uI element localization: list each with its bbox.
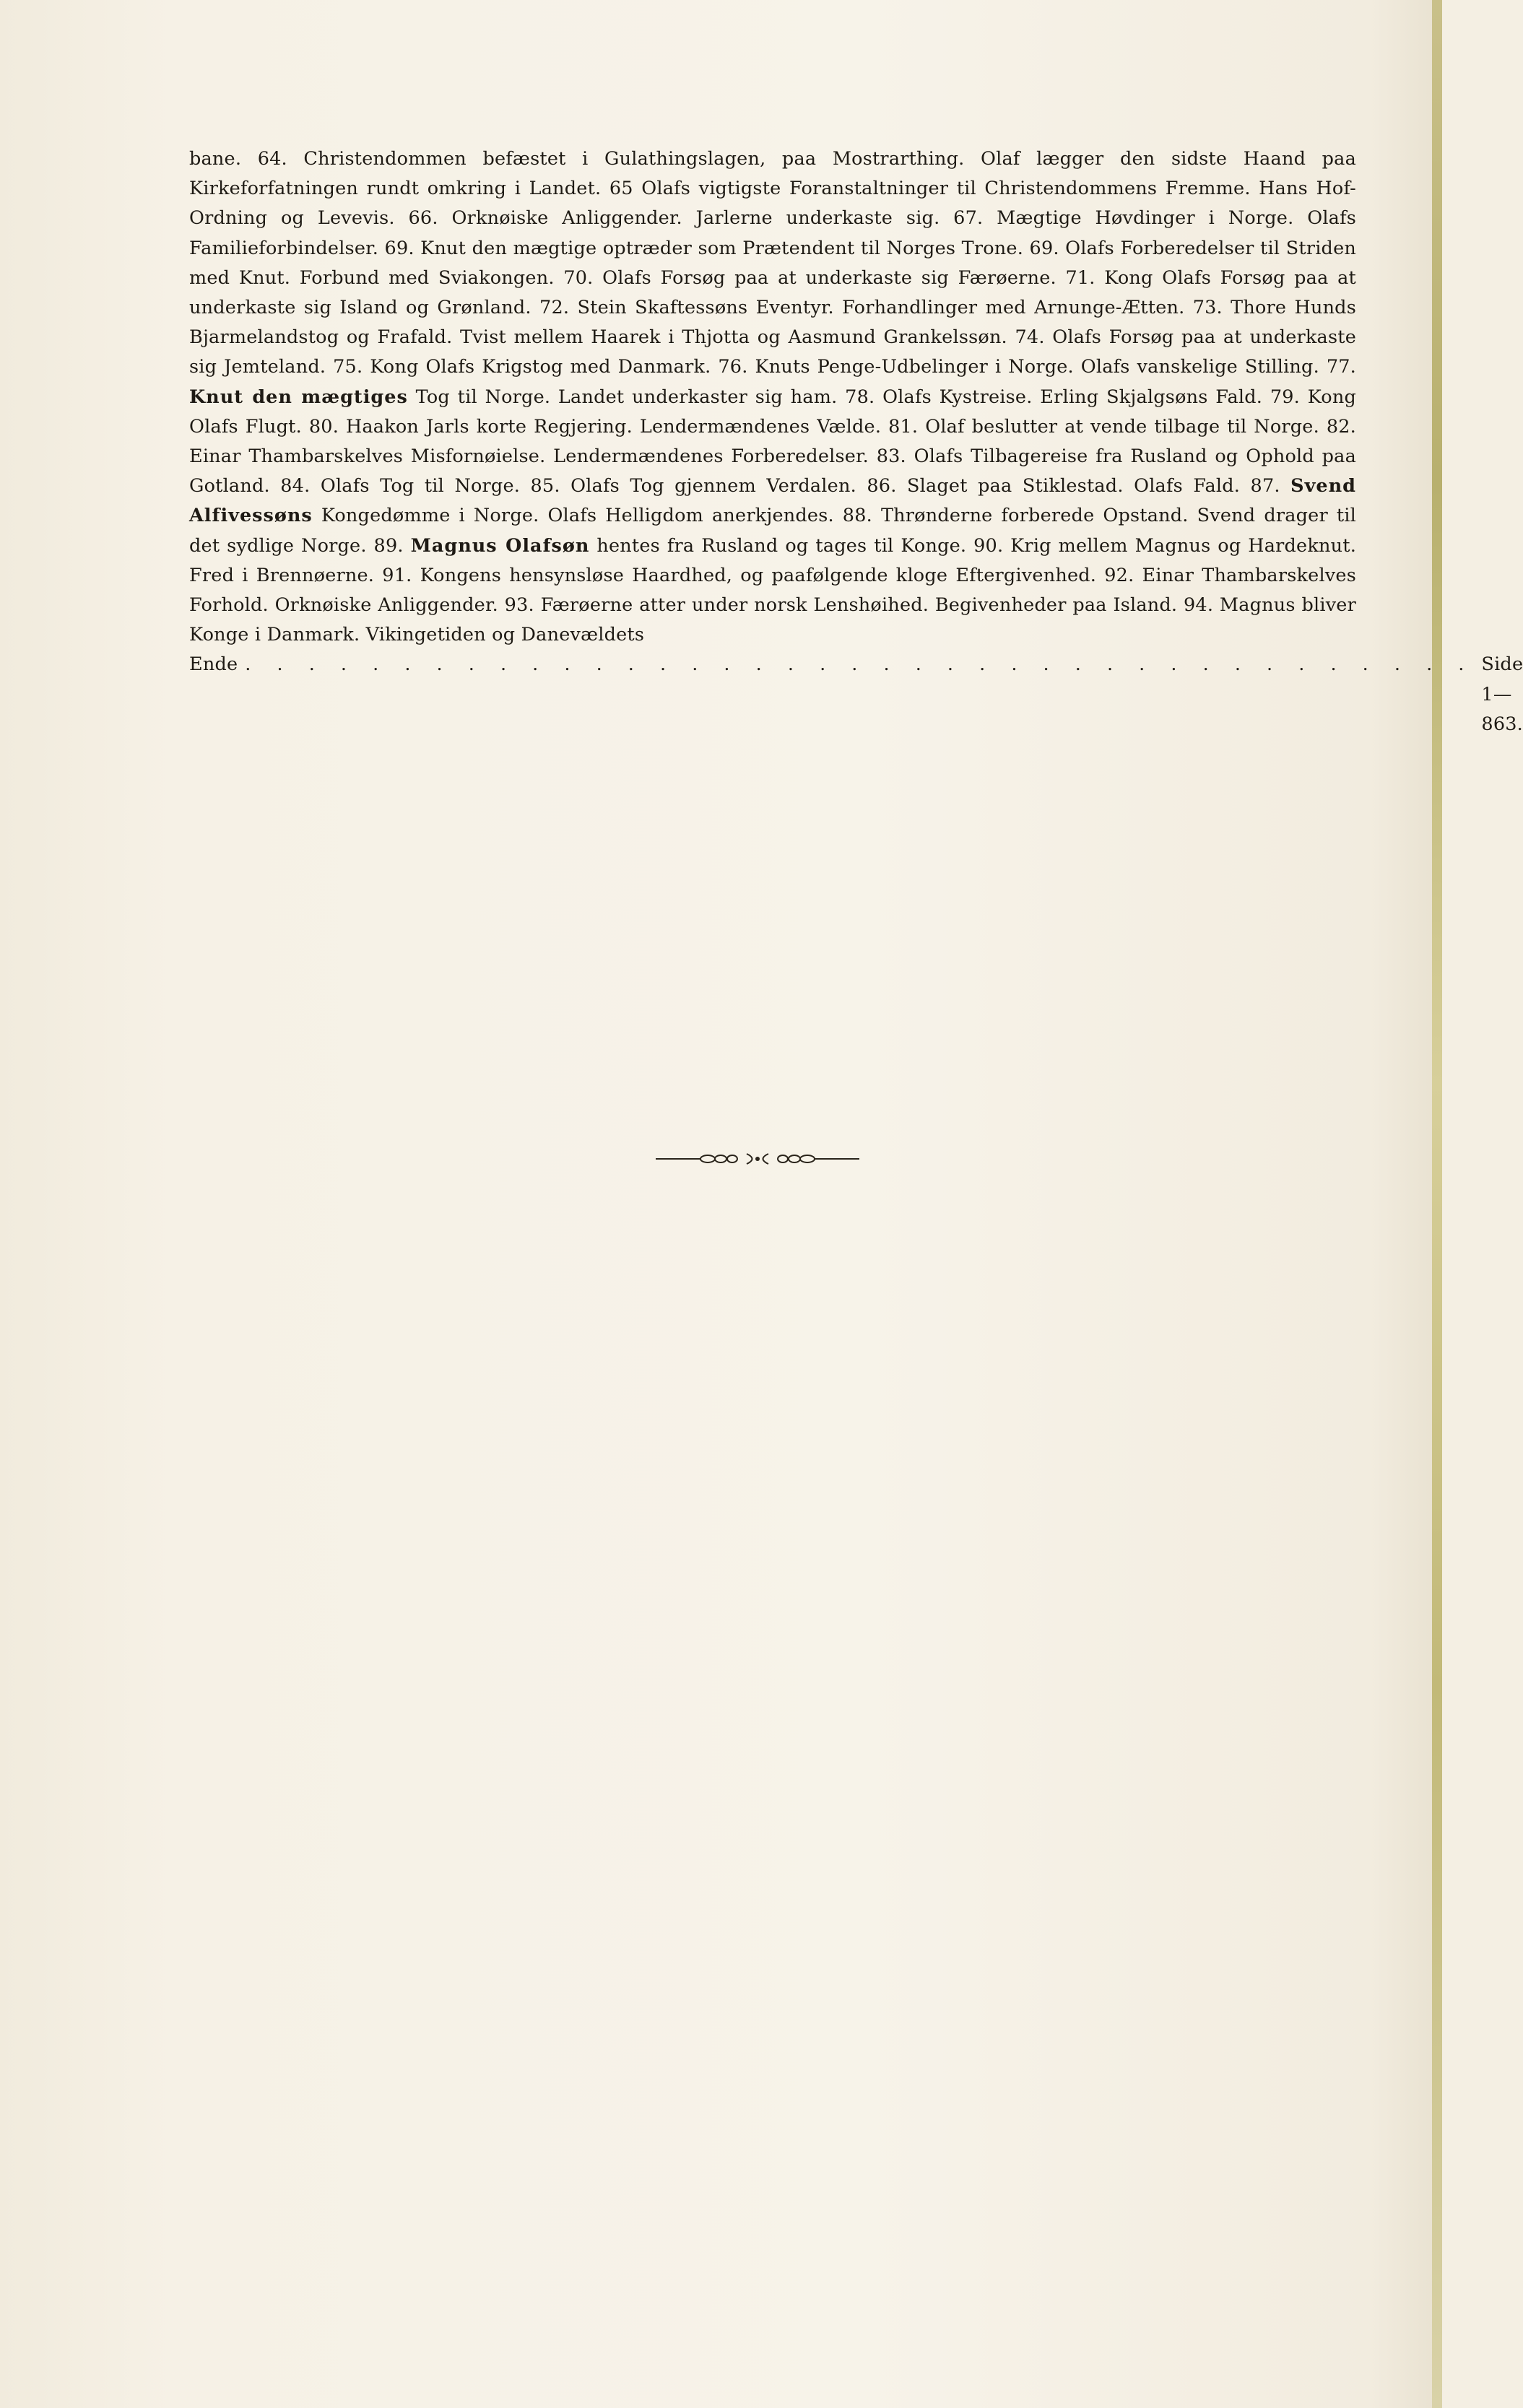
contents-text-part-2: Tog til Norge. Landet underkaster sig ham. 78. Olafs Kystreise. Erling Skjalgsøns Fald. 79. Kong Olafs Flugt. 80. Haakon Jarls korte Regjering. Lendermændenes Vælde. 81. Olaf beslutter at vende tilbage til Norge. 82. Einar Thambarskelves Misfornøielse. Lendermændenes Forberedelser. 83. Olafs Tilbagereise fra Rusland og Ophold paa Gotland. 84. Olafs Tog til Norge. 85. Olafs Tog gjennem Verdalen. 86. Slaget paa Stiklestad. Olafs Fald. 87.	[189, 386, 1356, 497]
contents-text-part-3: Kongedømme i Norge. Olafs Helligdom anerkjendes. 88. Thrønderne forberede Opstand. Svend drager til det sydlige Norge. 89.	[189, 505, 1357, 557]
page-reference: Side 1—863.	[1481, 653, 1523, 735]
contents-text-part-1: bane. 64. Christendommen befæstet i Gulathingslagen, paa Mostrarthing. Olaf lægger den sidste Haand paa Kirkeforfatningen rundt omkring i Landet. 65 Olafs vigtigste Foranstaltninger til Christendommens Fremme. Hans Hof-Ordning og Levevis. 66. Orknøiske Anliggender. Jarlerne underkaste sig. 67. Mægtige Høvdinger i Norge. Olafs Familieforbindelser. 69. Knut den mægtige optræder som Prætendent til Norges Trone. 69. Olafs Forberedelser til Striden med Knut. Forbund med Sviakongen. 70. Olafs Forsøg paa at underkaste sig Færøerne. 71. Kong Olafs Forsøg paa at underkaste sig Island og Grønland. 72. Stein Skaftessøns Eventyr. Forhandlinger med Arnunge-Ætten. 73. Thore Hunds Bjarmelandstog og Frafald. Tvist mellem Haarek i Thjotta og Aasmund Grankelssøn. 74. Olafs Forsøg paa at underkaste sig Jemteland. 75. Kong Olafs Krigstog med Danmark. 76. Knuts Penge-Udbelinger i Norge. Olafs vanskelige Stilling. 77.	[189, 148, 1356, 378]
bold-heading-svend: Svend Alfivessøns	[189, 475, 1356, 527]
bold-heading-knut: Knut den mægtiges	[189, 386, 408, 408]
table-of-contents-paragraph	[189, 144, 1523, 739]
dot-leader: . . . . . . . . . . . . . . . . . . . . . . . . . . . . . . . . . . . . . . .	[245, 653, 1475, 676]
ornament-divider-icon	[656, 1151, 859, 1167]
page-edge	[1432, 0, 1442, 2408]
last-line	[189, 650, 1523, 739]
bold-heading-magnus: Magnus Olafsøn	[410, 534, 590, 557]
last-word: Ende	[189, 653, 238, 676]
contents-text-part-4: hentes fra Rusland og tages til Konge. 90. Krig mellem Magnus og Hardeknut. Fred i Brennøerne. 91. Kongens hensynsløse Haardhed, og paafølgende kloge Eftergivenhed. 92. Einar Thambarskelves Forhold. Orknøiske Anliggender. 93. Færøerne atter under norsk Lenshøihed. Begivenheder paa Island. 94. Magnus bliver Konge i Danmark. Vikingetiden og Danevældets	[189, 534, 1356, 646]
